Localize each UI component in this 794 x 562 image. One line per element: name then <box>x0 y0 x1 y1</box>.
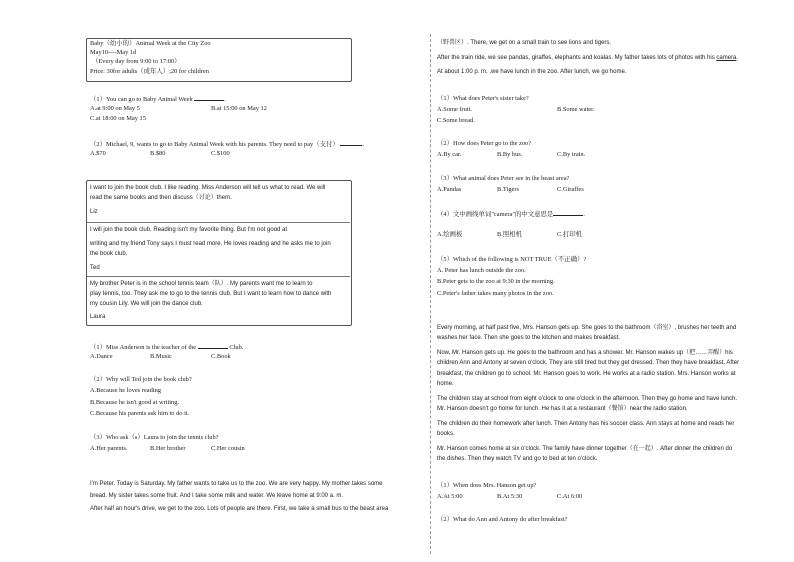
club-name: Laura <box>90 314 106 320</box>
question-stem: （2）What do Ann and Antony do after breakfast? <box>437 516 568 523</box>
question-stem: （1）Miss Anderson is the teacher of the Club. <box>90 344 244 351</box>
question-stem: （1）You can go to Baby Animal Week . <box>90 96 226 103</box>
option: B.By bus. <box>497 151 523 158</box>
ad-dates: May10----May 1d <box>90 49 137 56</box>
option: B.照相机 <box>497 231 523 238</box>
option: A.绘画板 <box>437 231 463 238</box>
passage-line: After half an hour's drive, we get to the zoo. Lots of people are there. First, we take a small bus to the beast area <box>90 506 389 512</box>
option: B.Music <box>150 353 172 360</box>
question-stem: （2）Why will Ted join the book club? <box>90 376 192 383</box>
passage-line: （野兽区）. There, we get on a small train to see lions and tigers. <box>437 40 612 46</box>
option: A.Dance <box>90 353 113 360</box>
ad-price: Price: 30for adults（成年人）;20 for children <box>90 68 209 75</box>
passage-line: At about 1:00 p. m. ,we have lunch in the zoo. After lunch, we go home. <box>437 69 627 75</box>
passage-line: washes her face. Then she goes to the kitchen and makes breakfast. <box>437 335 620 341</box>
club-text: read the same books and then discuss（讨论）them. <box>90 195 232 201</box>
option: C.Her cousin <box>211 445 245 452</box>
club-name: Liz <box>90 209 98 215</box>
option: B.At 5:30 <box>497 493 523 500</box>
passage-line: After the train ride, we see pandas, giraffes, elephants and koalas. My father takes lots of photos with his camera. <box>437 55 739 61</box>
option: A. Peter has lunch outside the zoo. <box>437 267 526 274</box>
passage-line: The children stay at school from eight o'clock to one o'clock in the afternoon. Then they go home and have lunch. <box>437 396 738 402</box>
option: B.Because he isn't good at writing. <box>90 399 180 406</box>
club-text: the book club. <box>90 251 128 257</box>
option: A.At 5:00 <box>437 493 463 500</box>
option: C.打印机 <box>557 231 583 238</box>
option: B.Peter gets to the zoo at 9:30 in the morning. <box>437 278 555 285</box>
option: A.By car. <box>437 151 462 158</box>
option: B.$80 <box>150 150 166 157</box>
divider <box>87 222 350 223</box>
option: C.Book <box>211 353 231 360</box>
question-stem: （3）What animal does Peter see in the beast area? <box>437 175 570 182</box>
club-text: I will join the book club. Reading isn't my favorite thing. But I'm not good at <box>90 227 288 233</box>
passage-line: children Ann and Antony at seven o'clock. They are still tired but they get dressed. Then they have breakfast. After <box>437 360 740 366</box>
option: C.$100 <box>211 150 230 157</box>
option: C.Some bread. <box>437 117 475 124</box>
option: A.Her parents. <box>90 445 128 452</box>
club-text: my cousin Lily. We will join the dance club. <box>90 301 203 307</box>
club-text: play tennis, too. They ask me to go to the tennis club. But I want to learn how to dance with <box>90 291 332 297</box>
passage-line: The children do their homework after lunch. Then Antony has his soccer class. Ann stays at home and reads her <box>437 421 735 427</box>
club-text: writing and my friend Tony says I must read more. He loves reading and he asks me to join <box>90 241 331 247</box>
passage-line: the dishes. Then they watch TV and go to bed at ten o'clock. <box>437 456 598 462</box>
passage-line: Now, Mr. Hanson gets up. He goes to the bathroom and has a shower. Mr. Hanson wakes up（把……弄醒）his <box>437 350 733 356</box>
question-stem: （3）Who ask（s）Laura to join the tennis club? <box>90 434 219 441</box>
option: B.at 15:00 on May 12 <box>211 105 267 112</box>
passage-line: Mr. Hanson comes home at six o'clock. The family have dinner together（在一起）. After dinner the children do <box>437 446 733 452</box>
question-stem: （1）What does Peter's sister take? <box>437 95 529 102</box>
option: A.$70 <box>90 150 106 157</box>
question-stem: （5）Which of the following is NOT TRUE（不正确）? <box>437 256 587 263</box>
option: C.Giraffes <box>557 186 584 193</box>
option: C.Because his parents ask him to do it. <box>90 410 190 417</box>
option: C.By train. <box>557 151 586 158</box>
option: A.Pandas <box>437 186 462 193</box>
option: C.at 18:00 on May 15 <box>90 115 146 122</box>
option: B.Her brother <box>150 445 186 452</box>
question-stem: （2）Michael, 9, wants to go to Baby Animal Week with his parents. They need to pay（支付） . <box>90 141 365 148</box>
camera-word: camera <box>716 55 737 61</box>
passage-line: breakfast, the children go to school. Mr. Hanson goes to work. He works at a radio station. Mrs. Hanson works at <box>437 371 736 377</box>
option: C.Peter's father takes many photos in the zoo. <box>437 290 554 297</box>
passage-line: Mr. Hanson doesn't go home for lunch. He has it at a restaurant（餐馆）near the radio station. <box>437 406 688 412</box>
question-stem: （1）When does Mrs. Hanson get up? <box>437 482 537 489</box>
column-divider <box>430 34 431 554</box>
ad-title: Baby（幼小的）Animal Week at the City Zoo <box>90 40 211 47</box>
option: A.Because he loves reading <box>90 387 161 394</box>
club-text: My brother Peter is in the school tennis team（队）. My parents want me to learn to <box>90 281 313 287</box>
option: C.At 6:00 <box>557 493 583 500</box>
option: A.at 9:00 on May 5 <box>90 105 140 112</box>
passage-line: I'm Peter. Today is Saturday. My father wants to take us to the zoo. We are very happy. My mother takes some <box>90 481 383 487</box>
divider <box>87 276 350 277</box>
club-name: Ted <box>90 265 100 271</box>
option: B.Tigers <box>497 186 519 193</box>
question-stem: （4）文中画线单词"camera"的中文意思是 . <box>437 211 585 218</box>
passage-line: books. <box>437 431 455 437</box>
club-text: I want to join the book club. I like reading. Miss Anderson will tell us what to read. We will <box>90 185 326 191</box>
ad-hours: （Every day from 9:00 to 17:00） <box>92 58 181 65</box>
question-stem: （2）How does Peter go to the zoo? <box>437 140 532 147</box>
passage-line: bread. My sister takes some fruit. And I take some milk and water. We leave home at 9:00 a. m. <box>90 493 344 499</box>
passage-line: home. <box>437 381 454 387</box>
option: B.Some water. <box>557 106 595 113</box>
option: A.Some fruit. <box>437 106 472 113</box>
passage-line: Every morning, at half past five, Mrs. Hanson gets up. She goes to the bathroom（浴室）, brushes her teeth and <box>437 325 737 331</box>
